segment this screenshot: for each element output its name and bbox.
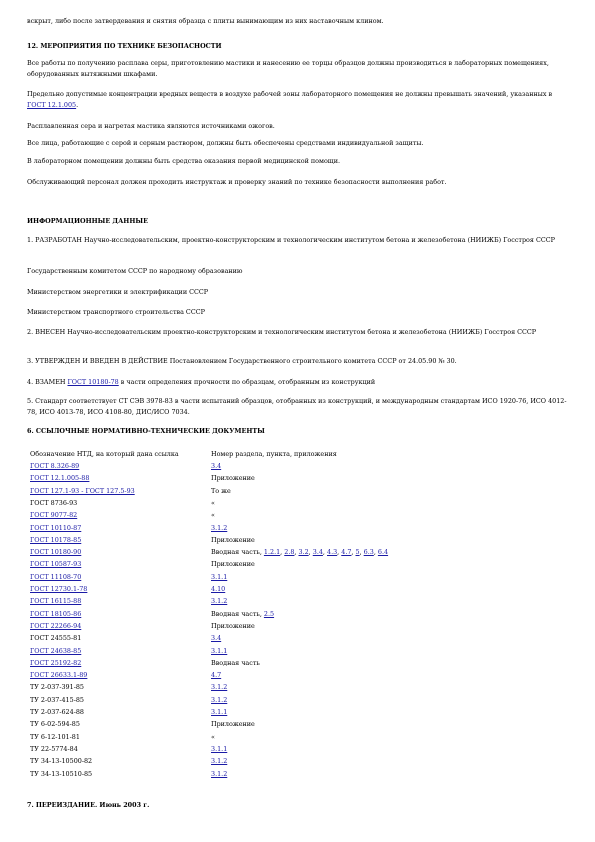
- table-row: [30, 634, 570, 647]
- reference-section: [211, 757, 227, 765]
- table-row: [30, 474, 570, 487]
- reference-document[interactable]: ГОСТ 11108-70: [30, 572, 82, 581]
- info-item-1b: Министерством энергетики и электрификации СССР: [27, 288, 209, 296]
- separator: ,: [294, 548, 299, 557]
- section-text: Приложение: [211, 474, 255, 483]
- reference-document: ТУ 6-12-101-81: [30, 732, 80, 741]
- separator: ,: [359, 548, 364, 557]
- gost-10180-78-link[interactable]: ГОСТ 10180-78: [67, 378, 119, 386]
- reference-section: [211, 499, 215, 507]
- reference-section: [211, 720, 255, 728]
- section-text: Приложение: [211, 621, 255, 630]
- safety-paragraph-2-text: Предельно допустимые концентрации вредных веществ в воздухе рабочей зоны лабораторного помещения не должны превышать значений, указанных в: [27, 90, 553, 98]
- section-link[interactable]: 4.7: [341, 548, 352, 557]
- section-text: Вводная часть: [211, 658, 260, 667]
- table-row: [30, 683, 570, 696]
- section-link[interactable]: 3.4: [211, 462, 222, 470]
- section-link[interactable]: 4.7: [211, 671, 222, 680]
- separator: ,: [280, 548, 285, 557]
- reference-document[interactable]: ГОСТ 25192-82: [30, 658, 82, 667]
- table-row: [30, 622, 570, 635]
- reference-document: ТУ 6-02-594-85: [30, 720, 80, 729]
- reference-section: [211, 610, 274, 618]
- section-link[interactable]: 4.3: [327, 548, 338, 557]
- table-row: [30, 511, 570, 524]
- table-row: [30, 524, 570, 537]
- reference-section: [211, 683, 227, 691]
- section-link[interactable]: 1.2.1: [263, 548, 281, 557]
- section-link[interactable]: 3.4: [211, 634, 222, 643]
- table-row: [30, 560, 570, 573]
- section-text: Вводная часть,: [211, 609, 264, 618]
- separator: ,: [373, 548, 378, 557]
- section-text: То же: [211, 486, 231, 495]
- section-link[interactable]: 3.1.1: [211, 646, 228, 655]
- section-text: «: [211, 732, 215, 741]
- column-header-document: Обозначение НТД, на который дана ссылка: [30, 450, 179, 458]
- section-link[interactable]: 5: [355, 548, 360, 557]
- section-link[interactable]: 3.1.1: [211, 572, 228, 581]
- table-row: [30, 548, 570, 561]
- section-link[interactable]: 2.5: [263, 609, 275, 618]
- gost-12-1-005-link[interactable]: ГОСТ 12.1.005: [27, 101, 77, 109]
- section-text: Приложение: [211, 535, 255, 544]
- table-row: [30, 671, 570, 684]
- reference-document[interactable]: ГОСТ 24638-85: [30, 646, 82, 655]
- info-heading: ИНФОРМАЦИОННЫЕ ДАННЫЕ: [27, 217, 148, 225]
- info-item-2: 2. ВНЕСЕН Научно-исследовательским проектно-конструкторским и технологическим институтом бетона и железобетона (НИИЖБ) Госстроя СССР: [27, 328, 537, 336]
- reference-document[interactable]: ГОСТ 12.1.005-88: [30, 474, 90, 483]
- reference-document[interactable]: ГОСТ 10587-93: [30, 560, 82, 569]
- table-row: [30, 696, 570, 709]
- table-row: [30, 573, 570, 586]
- section-link[interactable]: 6.4: [377, 548, 389, 557]
- reference-document: ГОСТ 24555-81: [30, 634, 82, 643]
- section-link[interactable]: 3.2: [298, 548, 309, 557]
- reference-document: ГОСТ 8736-93: [30, 498, 78, 507]
- reference-document[interactable]: ГОСТ 9077-82: [30, 511, 78, 520]
- table-row: [30, 659, 570, 672]
- reference-section: [211, 573, 227, 581]
- safety-paragraph-5: В лабораторном помещении должны быть средства оказания первой медицинской помощи.: [27, 157, 341, 165]
- reference-document: ТУ 2-037-415-85: [30, 695, 84, 704]
- reference-section: [211, 585, 225, 593]
- reference-document[interactable]: ГОСТ 12730.1-78: [30, 585, 88, 593]
- table-row: [30, 462, 570, 475]
- reference-document[interactable]: ГОСТ 22266-94: [30, 621, 82, 630]
- table-row: [30, 757, 570, 770]
- top-line: вскрыт, либо после затвердевания и снятия образца с плиты вынимающим из них наставочным клином.: [27, 17, 384, 25]
- safety-paragraph-4: Все лица, работающие с серой и серным раствором, должны быть обеспечены средствами индивидуальной защиты.: [27, 139, 424, 147]
- section-link[interactable]: 3.1.2: [211, 757, 228, 766]
- section-link[interactable]: 3.1.2: [211, 523, 228, 532]
- safety-paragraph-1: Все работы по получению расплава серы, приготовлению мастики и нанесению ее торцы образцов должны производиться в лабораторных помещениях, оборудованных вытяжными шкафами.: [27, 59, 549, 78]
- reference-document: ТУ 2-037-624-88: [30, 708, 84, 716]
- section-link[interactable]: 3.1.2: [211, 597, 228, 606]
- info-item-6: 6. ССЫЛОЧНЫЕ НОРМАТИВНО-ТЕХНИЧЕСКИЕ ДОКУМЕНТЫ: [27, 427, 265, 435]
- separator: ,: [351, 548, 356, 557]
- info-item-5: 5. Стандарт соответствует СТ СЭВ 3978-83 в части испытаний образцов, отобранных из конструкций, и международным стандартам ИСО 1920-76, ИСО 4012-78, ИСО 4013-78, ИСО 4108-80, ДИС/ИСО 7034.: [27, 397, 567, 416]
- table-row: [30, 708, 570, 721]
- reference-document[interactable]: ГОСТ 16115-88: [30, 597, 82, 606]
- table-row: [30, 585, 570, 598]
- reference-section: [211, 647, 227, 655]
- section-link[interactable]: 2.8: [284, 548, 295, 557]
- table-row: [30, 733, 570, 746]
- info-item-4: [27, 377, 567, 388]
- separator: ,: [308, 548, 313, 557]
- table-row: [30, 610, 570, 623]
- safety-paragraph-2-end: .: [76, 101, 79, 109]
- reference-section: [211, 511, 215, 519]
- reference-section: [211, 622, 255, 630]
- reference-document[interactable]: ГОСТ 10110-87: [30, 523, 82, 532]
- info-item-1c: Министерством транспортного строительства СССР: [27, 308, 205, 316]
- reference-document[interactable]: ГОСТ 127.1-93 - ГОСТ 127.5-93: [30, 486, 135, 495]
- reference-section: [211, 659, 260, 667]
- table-row: [30, 499, 570, 512]
- reference-section: [211, 708, 227, 716]
- reference-document: ТУ 34-13-10500-82: [30, 757, 93, 766]
- section-link[interactable]: 3.4: [312, 548, 323, 557]
- table-row: [30, 487, 570, 500]
- table-row: [30, 597, 570, 610]
- reference-section: [211, 696, 227, 704]
- table-row: [30, 745, 570, 758]
- section-link[interactable]: 3.1.1: [211, 744, 228, 753]
- safety-paragraph-6: Обслуживающий персонал должен проходить инструктаж и проверку знаний по технике безопасности выполнения работ.: [27, 178, 447, 186]
- section-12-heading: 12. МЕРОПРИЯТИЯ ПО ТЕХНИКЕ БЕЗОПАСНОСТИ: [27, 42, 222, 50]
- section-link[interactable]: 3.1.2: [211, 769, 228, 778]
- reference-document[interactable]: ГОСТ 10178-85: [30, 535, 82, 544]
- reference-section: [211, 745, 227, 753]
- column-header-section: Номер раздела, пункта, приложения: [211, 450, 337, 458]
- reference-section: [211, 671, 221, 679]
- info-item-4-pre: 4. ВЗАМЕН: [27, 378, 68, 386]
- info-item-1: 1. РАЗРАБОТАН Научно-исследовательским, проектно-конструкторским и технологическим институтом бетона и железобетона (НИИЖБ) Госстроя СССР: [27, 236, 555, 244]
- reference-section: [211, 524, 227, 532]
- reference-section: [211, 487, 231, 495]
- info-item-4-post: в части определения прочности по образцам, отобранным из конструкций: [118, 378, 376, 386]
- reference-section: [211, 770, 227, 778]
- reference-document: ТУ 34-13-10510-85: [30, 769, 93, 778]
- safety-paragraph-2: [27, 89, 567, 111]
- section-text: «: [211, 498, 215, 507]
- section-text: Приложение: [211, 720, 255, 729]
- reference-document[interactable]: ГОСТ 8.326-89: [30, 462, 80, 470]
- section-link[interactable]: 3.1.1: [211, 708, 228, 716]
- reference-section: [211, 597, 227, 605]
- table-row: [30, 770, 570, 783]
- section-link[interactable]: 6.3: [363, 548, 374, 557]
- reference-document: ТУ 2-037-391-85: [30, 683, 84, 692]
- info-item-7: 7. ПЕРЕИЗДАНИЕ. Июнь 2003 г.: [27, 801, 150, 809]
- section-text: «: [211, 511, 215, 520]
- separator: ,: [337, 548, 342, 557]
- reference-section: [211, 733, 215, 741]
- reference-section: [211, 536, 255, 544]
- reference-section: [211, 548, 388, 556]
- table-row: [30, 536, 570, 549]
- reference-document[interactable]: ГОСТ 10180-90: [30, 548, 82, 557]
- reference-document: ТУ 22-5774-84: [30, 744, 78, 753]
- reference-section: [211, 462, 221, 470]
- table-row: [30, 647, 570, 660]
- reference-section: [211, 634, 221, 642]
- section-text: Вводная часть,: [211, 548, 264, 557]
- reference-section: [211, 560, 255, 568]
- safety-paragraph-3: Расплавленная сера и нагретая мастика являются источниками ожогов.: [27, 122, 275, 130]
- reference-document[interactable]: ГОСТ 26633.1-89: [30, 671, 88, 680]
- info-item-1a: Государственным комитетом СССР по народному образованию: [27, 267, 243, 275]
- section-link[interactable]: 3.1.2: [211, 695, 228, 704]
- section-link[interactable]: 3.1.2: [211, 683, 228, 692]
- table-row: [30, 720, 570, 733]
- separator: ,: [322, 548, 327, 557]
- section-text: Приложение: [211, 560, 255, 569]
- section-link[interactable]: 4.10: [211, 585, 226, 593]
- reference-document[interactable]: ГОСТ 18105-86: [30, 609, 82, 618]
- reference-section: [211, 474, 255, 482]
- info-item-3: 3. УТВЕРЖДЕН И ВВЕДЕН В ДЕЙСТВИЕ Постановлением Государственного строительного комитета СССР от 24.05.90 № 30.: [27, 357, 457, 365]
